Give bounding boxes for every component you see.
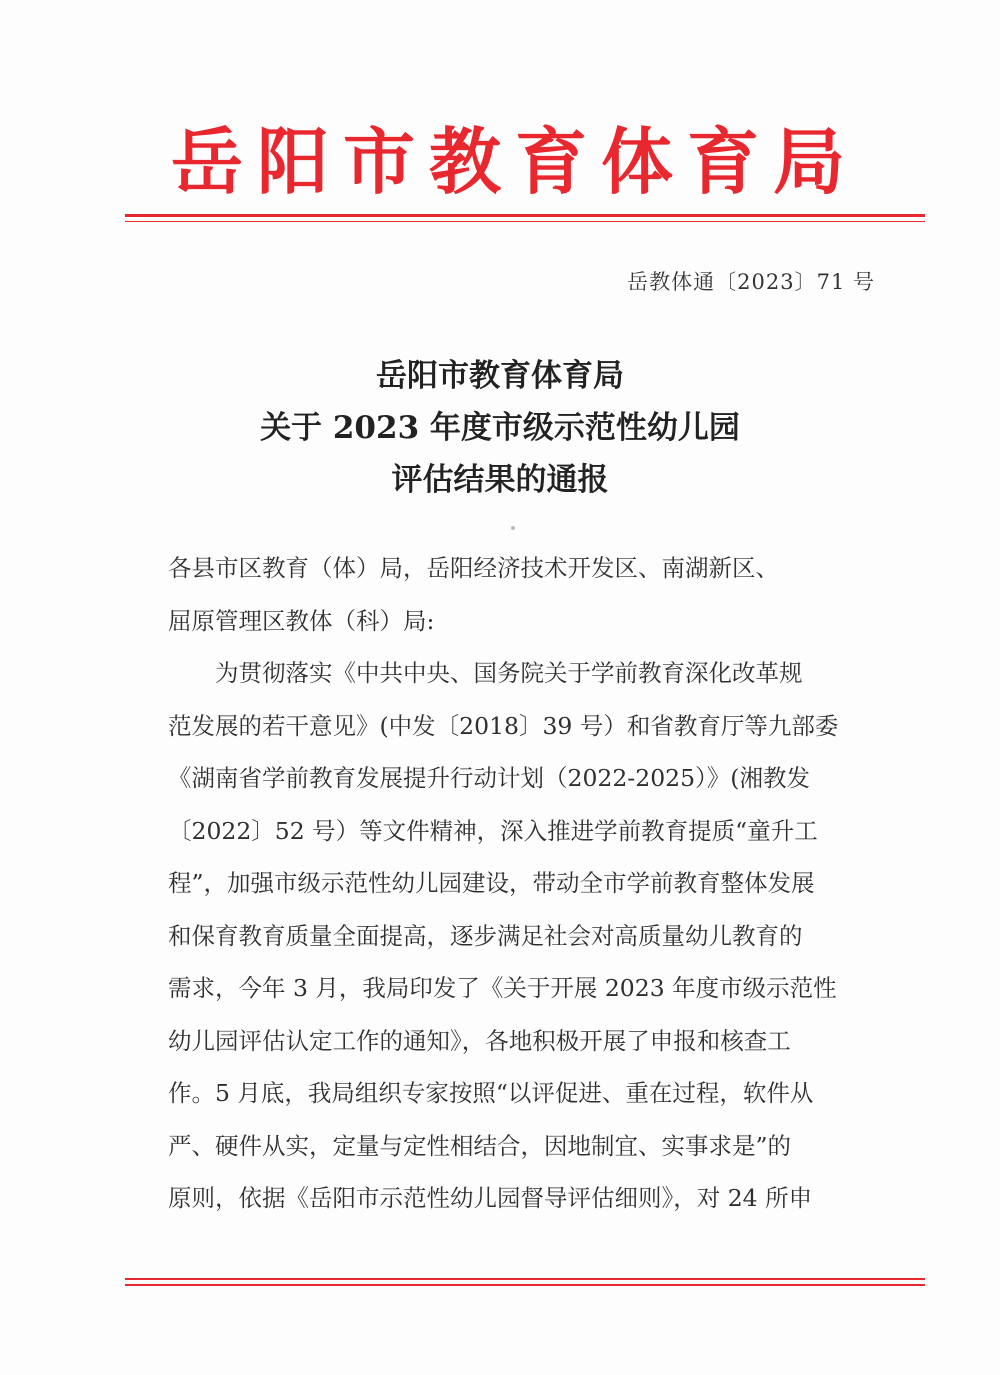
document-title <box>150 350 850 506</box>
scan-speck <box>511 526 515 530</box>
body-line: 各县市区教育（体）局，岳阳经济技术开发区、南湖新区、 <box>168 554 779 582</box>
body-line: 〔2022〕52 号）等文件精神，深入推进学前教育提质“童升工 <box>168 816 818 845</box>
body-line: 严、硬件从实，定量与定性相结合，因地制宜、实事求是”的 <box>168 1131 792 1160</box>
letterhead-agency-name: 岳阳市教育体育局 <box>170 119 859 204</box>
title-line: 岳阳市教育体育局 <box>376 358 624 394</box>
title-line: 关于 2023 年度市级示范性幼儿园 <box>260 410 740 446</box>
document-body <box>168 542 888 1225</box>
body-line: 屈原管理区教体（科）局: <box>168 606 435 635</box>
footer-red-rule-bottom <box>125 1284 925 1286</box>
document-number: 岳教体通〔2023〕71 号 <box>627 270 875 294</box>
letterhead-red-rule-thin <box>125 221 925 222</box>
title-line: 评估结果的通报 <box>391 462 609 498</box>
body-line: 作。5 月底，我局组织专家按照“以评促进、重在过程，软件从 <box>168 1079 814 1107</box>
body-line: 范发展的若干意见》(中发〔2018〕39 号）和省教育厅等九部委 <box>168 711 839 740</box>
body-line: 和保育教育质量全面提高，逐步满足社会对高质量幼儿教育的 <box>168 921 803 950</box>
body-line: 原则，依据《岳阳市示范性幼儿园督导评估细则》，对 24 所申 <box>168 1184 813 1212</box>
body-line: 《湖南省学前教育发展提升行动计划（2022-2025）》(湘教发 <box>168 764 810 792</box>
letterhead-red-rule-thick <box>125 214 925 217</box>
body-line: 幼儿园评估认定工作的通知》，各地积极开展了申报和核查工 <box>168 1026 791 1055</box>
body-line: 为贯彻落实《中共中央、国务院关于学前教育深化改革规 <box>215 659 803 687</box>
body-line: 需求，今年 3 月，我局印发了《关于开展 2023 年度市级示范性 <box>168 974 837 1002</box>
footer-red-rule-top <box>125 1278 925 1280</box>
body-line: 程”，加强市级示范性幼儿园建设，带动全市学前教育整体发展 <box>168 869 815 897</box>
